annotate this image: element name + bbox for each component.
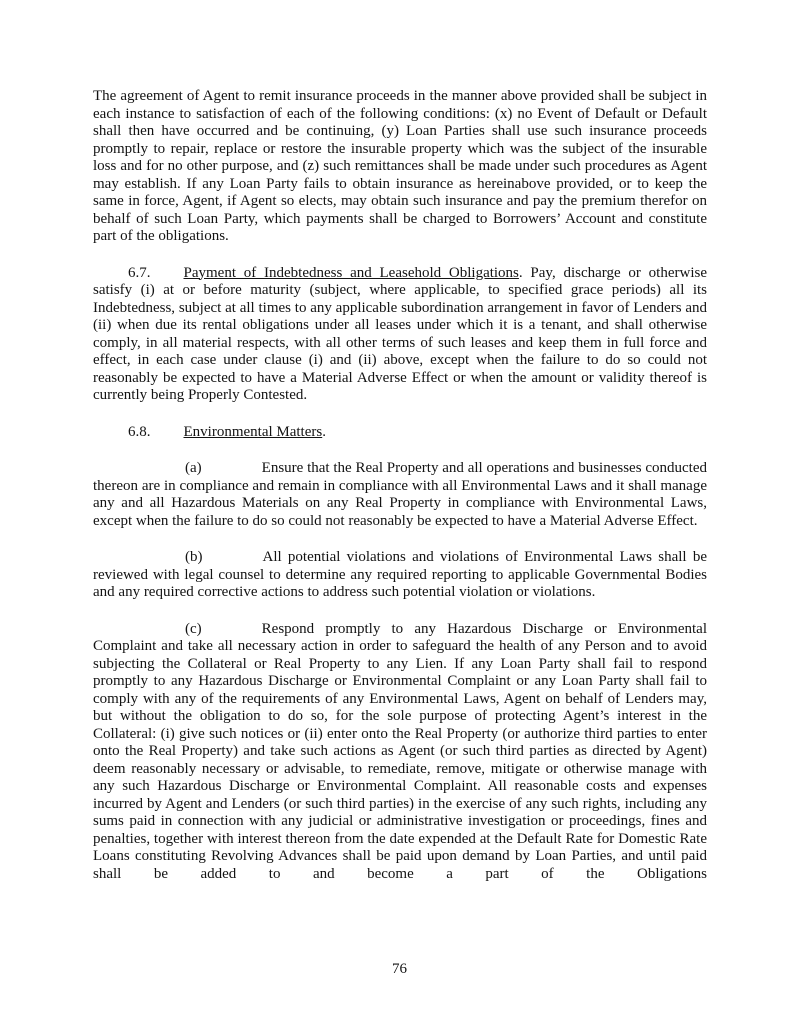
- clause-c-paragraph: [93, 621, 707, 884]
- page-number: 76: [392, 961, 407, 977]
- section-6-7-body: . Pay, discharge or otherwise satisfy (i) at or before maturity (subject, where applicable, to specified grace periods) all its Indebtedness, subject at all times to any applicable subordination arrangement in favor of Lenders and (ii) when due its rental obligations under all leases under which it is a tenant, and shall otherwise comply, in all material respects, with all other terms of such leases and keep them in full force and effect, in each case under clause (i) and (ii) above, except when the failure to do so could not reasonably be expected to have a Material Adverse Effect or when the amount or validity thereof is currently being Properly Contested.: [93, 264, 707, 403]
- clause-a-paragraph: [93, 460, 707, 530]
- section-6-7-paragraph: [93, 265, 707, 405]
- clause-b-label: (b): [185, 549, 203, 565]
- paragraph-insurance-remittance: The agreement of Agent to remit insurance proceeds in the manner above provided shall be subject in each instance to satisfaction of each of the following conditions: (x) no Event of Default or Default shall then have occurred and be continuing, (y) Loan Parties shall use such insurance proceeds promptly to repair, replace or restore the insurable property which was the subject of the insurable loss and for no other purpose, and (z) such remittances shall be made under such procedures as Agent may establish. If any Loan Party fails to obtain insurance as hereinabove provided, or to keep the same in force, Agent, if Agent so elects, may obtain such insurance and pay the premium therefor on behalf of such Loan Party, which payments shall be charged to Borrowers’ Account and constitute part of the obligations.: [93, 88, 707, 244]
- clause-a-body: Ensure that the Real Property and all operations and businesses conducted thereon are in compliance and remain in compliance with all Environmental Laws and it shall manage any and all Hazardous Materials on any Real Property in compliance with Environmental Laws, except when the failure to do so could not reasonably be expected to have a Material Adverse Effect.: [93, 460, 707, 529]
- section-6-8-number: 6.8.: [128, 423, 151, 440]
- page-content: [93, 88, 707, 902]
- section-6-8-heading: Environmental Matters: [183, 423, 323, 440]
- section-6-7-number: 6.7.: [128, 264, 151, 281]
- clause-a-label: (a): [185, 460, 202, 476]
- clause-b-body: All potential violations and violations of Environmental Laws shall be reviewed with legal counsel to determine any required reporting to applicable Governmental Bodies and any required corrective actions to address such potential violation or violations.: [93, 549, 707, 600]
- section-6-8-paragraph: [93, 424, 707, 442]
- section-6-7-heading: Payment of Indebtedness and Leasehold Obligations: [183, 264, 519, 281]
- clause-c-label: (c): [185, 620, 202, 637]
- clause-c-body: Respond promptly to any Hazardous Discharge or Environmental Complaint and take all necessary action in order to safeguard the health of any Person and to avoid subjecting the Collateral or Real Property to any Lien. If any Loan Party shall fail to respond promptly to any Hazardous Discharge or Environmental Complaint or any Loan Party shall fail to comply with any of the requirements of any Environmental Laws, Agent on behalf of Lenders may, but without the obligation to do so, for the sole purpose of protecting Agent’s interest in the Collateral: (i) give such notices or (ii) enter onto the Real Property (or authorize third parties to enter onto the Real Property) and take such actions as Agent (or such third parties as directed by Agent) deem reasonably necessary or advisable, to remediate, remove, mitigate or otherwise manage with any such Hazardous Discharge or Environmental Complaint. All reasonable costs and expenses incurred by Agent and Lenders (or such third parties) in the exercise of any such rights, including any sums paid in connection with any judicial or administrative investigation or proceedings, fines and penalties, together with interest thereon from the date expended at the Default Rate for Domestic Rate Loans constituting Revolving Advances shall be paid upon demand by Loan Parties, and until paid shall be added to and become a part of the Obligations: [93, 620, 707, 882]
- section-6-8-body: .: [322, 423, 326, 440]
- clause-b-paragraph: [93, 549, 707, 602]
- page-footer: [0, 961, 799, 979]
